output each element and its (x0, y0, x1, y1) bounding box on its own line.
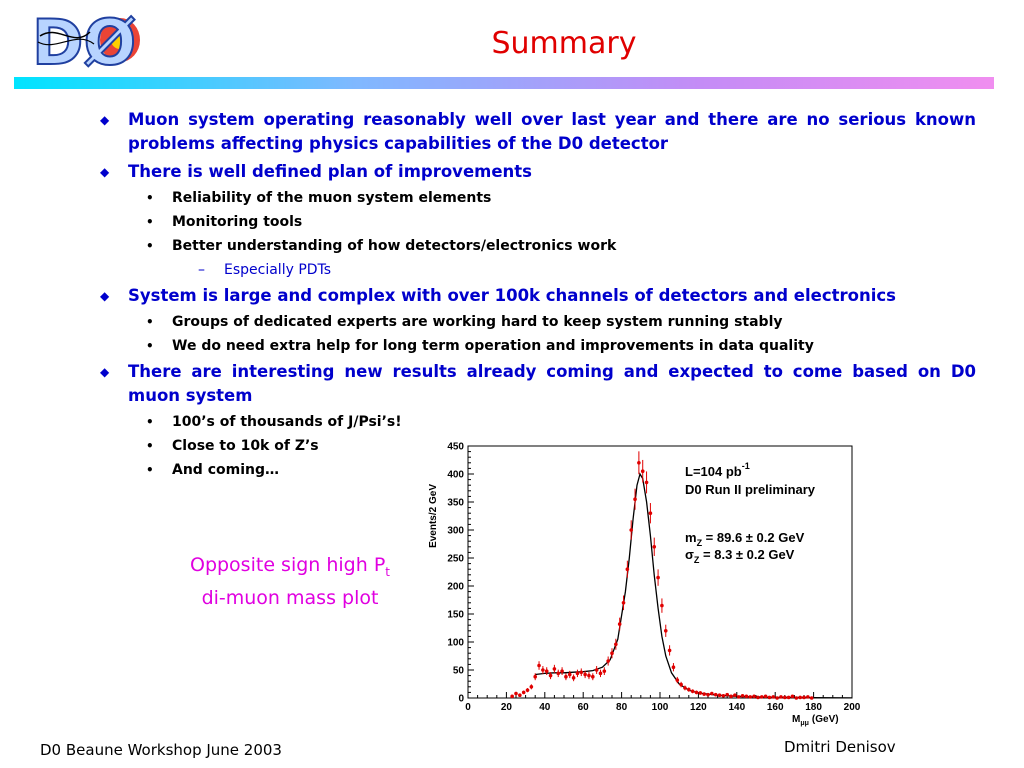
x-tick-label: 180 (805, 702, 822, 713)
data-point-marker (579, 670, 583, 674)
lumi-exponent: -1 (741, 461, 750, 471)
data-point-marker (633, 497, 637, 501)
subbullet-extra-help: • We do need extra help for long term operation and improvements in data quality (146, 338, 814, 354)
data-point-marker (668, 649, 672, 653)
data-point-marker (798, 696, 802, 700)
data-point-marker (576, 672, 580, 676)
data-point-marker (637, 461, 641, 465)
x-tick-label: 60 (577, 702, 589, 713)
data-point-marker (606, 659, 610, 663)
data-point (514, 692, 518, 696)
data-point-marker (699, 691, 703, 695)
data-point-marker (795, 696, 799, 700)
data-point (702, 692, 706, 696)
x-tick-label: 80 (616, 702, 628, 713)
dimuon-mass-plot (420, 438, 860, 730)
data-point (798, 696, 802, 700)
data-point (699, 691, 703, 695)
y-tick-label: 150 (447, 609, 464, 621)
dot-bullet-icon: • (146, 339, 154, 353)
data-point (710, 692, 714, 696)
data-point-marker (537, 664, 541, 668)
bullet-large-system: ◆ System is large and complex with over 100k channels of detectors and electronics (96, 284, 976, 308)
data-point (737, 695, 741, 699)
mass-subscript: Z (696, 538, 703, 548)
data-point (637, 451, 641, 474)
y-axis-label: Events/2 GeV (428, 484, 439, 548)
data-point-marker (656, 576, 660, 580)
x-tick-label: 160 (766, 702, 784, 713)
data-point-marker (679, 683, 683, 687)
width-subscript: Z (693, 555, 700, 565)
subsubbullet-pdts: – Especially PDTs (198, 262, 332, 278)
data-point (572, 674, 576, 681)
data-point-marker (518, 693, 522, 697)
data-point (779, 695, 783, 699)
bullet-improvements: ◆ There is well defined plan of improvements (96, 160, 976, 184)
data-point-marker (695, 691, 699, 695)
data-point (748, 695, 752, 699)
diamond-bullet-icon: ◆ (100, 365, 110, 379)
data-point (756, 696, 760, 700)
data-point (537, 661, 541, 670)
data-point-marker (714, 693, 718, 697)
data-point (652, 538, 656, 556)
diamond-bullet-icon: ◆ (100, 113, 110, 127)
data-point-marker (722, 694, 726, 698)
x-tick-label: 40 (539, 702, 551, 713)
data-point-marker (741, 694, 745, 698)
data-point-marker (660, 604, 664, 608)
data-point-marker (649, 511, 653, 515)
data-point-marker (768, 696, 772, 700)
width-value: = 8.3 ± 0.2 GeV (699, 547, 795, 562)
data-point-marker (672, 665, 676, 669)
data-point (768, 696, 772, 700)
data-point-marker (599, 672, 603, 676)
data-point-marker (629, 528, 633, 532)
subbullet-experts: • Groups of dedicated experts are working hard to keep system running stably (146, 314, 783, 330)
data-point-marker (748, 695, 752, 699)
mass-value: = 89.6 ± 0.2 GeV (702, 530, 805, 545)
data-point-marker (683, 686, 687, 690)
data-point-marker (702, 692, 706, 696)
data-point-marker (610, 651, 614, 655)
data-point-marker (553, 667, 557, 671)
data-point (553, 665, 557, 673)
x-axis-subscript: μμ (800, 720, 809, 727)
diamond-bullet-icon: ◆ (100, 165, 110, 179)
data-point (645, 471, 649, 493)
data-point-marker (675, 678, 679, 682)
data-point (771, 695, 775, 699)
y-tick-label: 350 (447, 497, 464, 509)
data-point (603, 667, 607, 675)
data-point (599, 670, 603, 677)
data-point (641, 460, 645, 483)
subbullet-z: • Close to 10k of Z’s (146, 438, 319, 454)
y-tick-label: 400 (447, 469, 464, 481)
y-tick-label: 50 (452, 665, 464, 677)
data-point-marker (802, 696, 806, 700)
subbullet-reliability: • Reliability of the muon system elements (146, 190, 492, 206)
data-point (729, 695, 733, 699)
data-point (760, 695, 764, 699)
data-point (787, 696, 791, 700)
lumi-label: L=104 pb (685, 464, 742, 479)
data-point (695, 691, 699, 695)
data-point-marker (564, 675, 568, 679)
dot-bullet-icon: • (146, 415, 154, 429)
data-point (510, 695, 514, 699)
data-point (714, 693, 718, 697)
data-point (752, 695, 756, 699)
y-tick-label: 0 (458, 693, 464, 705)
data-point (668, 645, 672, 655)
svg-text:mZ = 89.6 ± 0.2 GeV (685, 530, 805, 548)
data-point (526, 688, 530, 692)
data-point (806, 695, 810, 699)
data-point (576, 670, 580, 677)
y-tick-label: 100 (447, 637, 464, 649)
x-axis-unit: (GeV) (811, 714, 839, 725)
subbullet-jpsi: • 100’s of thousands of J/Psi’s! (146, 414, 402, 430)
data-point (725, 693, 729, 697)
svg-text:L=104 pb-1 (685, 461, 750, 479)
data-point-marker (622, 601, 626, 605)
x-tick-label: 0 (465, 702, 471, 713)
dot-bullet-icon: • (146, 191, 154, 205)
data-point (775, 696, 779, 700)
data-point (741, 694, 745, 698)
data-point-marker (641, 469, 645, 473)
x-axis-symbol: M (792, 714, 801, 725)
data-point (518, 693, 522, 697)
dot-bullet-icon: • (146, 439, 154, 453)
data-point-marker (664, 629, 668, 633)
data-point (606, 656, 610, 665)
dash-bullet-icon: – (198, 262, 205, 278)
data-point-marker (725, 693, 729, 697)
data-point-marker (510, 695, 514, 699)
data-point-marker (595, 668, 599, 672)
data-point (733, 693, 737, 697)
x-tick-label: 200 (843, 702, 860, 713)
y-tick-label: 300 (447, 525, 464, 537)
data-point-marker (568, 673, 572, 677)
data-point (718, 693, 722, 697)
data-point-marker (806, 695, 810, 699)
data-point-marker (775, 696, 779, 700)
data-point-marker (771, 695, 775, 699)
subbullet-coming: • And coming… (146, 462, 279, 478)
data-point-marker (572, 676, 576, 680)
x-tick-label: 140 (728, 702, 746, 713)
data-point-marker (718, 693, 722, 697)
data-point-marker (533, 675, 537, 679)
data-point-marker (603, 669, 607, 673)
data-point-marker (691, 689, 695, 693)
width-symbol: σ (685, 547, 694, 562)
footer-workshop: D0 Beaune Workshop June 2003 (40, 741, 282, 759)
data-point-marker (810, 696, 814, 700)
data-point-marker (737, 695, 741, 699)
data-point (656, 569, 660, 585)
mass-symbol: m (685, 530, 697, 545)
data-point (706, 693, 710, 697)
svg-text:σZ = 8.3 ± 0.2 GeV (685, 547, 795, 565)
dot-bullet-icon: • (146, 315, 154, 329)
data-point-marker (587, 674, 591, 678)
data-point (722, 694, 726, 698)
data-point-marker (514, 692, 518, 696)
footer-author: Dmitri Denisov (784, 738, 896, 756)
data-point-marker (783, 696, 787, 700)
data-point (560, 667, 564, 675)
y-tick-label: 450 (447, 441, 464, 453)
data-point-marker (591, 675, 595, 679)
data-point (795, 696, 799, 700)
data-point-marker (710, 692, 714, 696)
page-title: Summary (491, 26, 637, 61)
data-point-marker (787, 696, 791, 700)
data-point-marker (522, 691, 526, 695)
data-point-marker (779, 695, 783, 699)
data-point (522, 691, 526, 695)
run-label: D0 Run II preliminary (685, 482, 816, 497)
data-point-marker (626, 567, 630, 571)
data-point-marker (556, 672, 560, 676)
data-point-marker (760, 695, 764, 699)
x-tick-label: 20 (500, 702, 512, 713)
data-point-marker (614, 642, 618, 646)
data-point (810, 696, 814, 700)
data-point (672, 663, 676, 671)
data-point-marker (791, 695, 795, 699)
data-point-marker (526, 688, 530, 692)
subbullet-monitoring: • Monitoring tools (146, 214, 303, 230)
data-point-marker (752, 695, 756, 699)
data-point (691, 689, 695, 693)
data-point (595, 666, 599, 674)
data-point-marker (530, 685, 534, 689)
diamond-bullet-icon: ◆ (100, 289, 110, 303)
data-point-marker (652, 545, 656, 549)
x-axis-label (792, 714, 839, 727)
dot-bullet-icon: • (146, 239, 154, 253)
logo-text: DØ (32, 8, 137, 72)
x-tick-label: 100 (651, 702, 669, 713)
data-point-marker (745, 695, 749, 699)
data-point-marker (764, 695, 768, 699)
data-point-marker (645, 481, 649, 485)
data-point (783, 696, 787, 700)
subbullet-understanding: • Better understanding of how detectors/electronics work (146, 238, 617, 254)
x-tick-label: 120 (690, 702, 707, 713)
fit-curve (535, 474, 852, 698)
data-point (791, 695, 795, 699)
data-point-marker (541, 668, 545, 672)
data-point (660, 598, 664, 612)
data-point-marker (756, 696, 760, 700)
data-point-marker (729, 695, 733, 699)
data-point (664, 625, 668, 637)
y-tick-label: 200 (447, 581, 464, 593)
data-point (802, 696, 806, 700)
data-point (764, 695, 768, 699)
data-point-marker (733, 693, 737, 697)
bullet-muon-system: ◆ Muon system operating reasonably well over last year and there are no serious known problems affecting physics capabilities of the D0 detector (100, 110, 976, 153)
data-point (745, 695, 749, 699)
bullet-list (96, 108, 976, 484)
data-point (564, 673, 568, 680)
data-point-marker (560, 669, 564, 673)
data-point-marker (687, 688, 691, 692)
data-point (579, 668, 583, 676)
data-point (530, 684, 534, 689)
data-point-marker (583, 673, 587, 677)
data-point (591, 673, 595, 680)
dot-bullet-icon: • (146, 215, 154, 229)
data-point (556, 670, 560, 677)
data-point (541, 666, 545, 674)
data-point (587, 672, 591, 679)
data-point-marker (706, 693, 710, 697)
y-tick-label: 250 (447, 553, 464, 565)
data-point-marker (618, 622, 622, 626)
plot-caption: Opposite sign high $P_t$ di-muon mass plot (189, 554, 391, 609)
title-underline (14, 77, 994, 89)
data-point-marker (545, 669, 549, 673)
data-point-marker (549, 674, 553, 678)
dot-bullet-icon: • (146, 463, 154, 477)
bullet-new-results: ◆ There are interesting new results already coming and expected to come based on D0 muon system (100, 362, 976, 405)
